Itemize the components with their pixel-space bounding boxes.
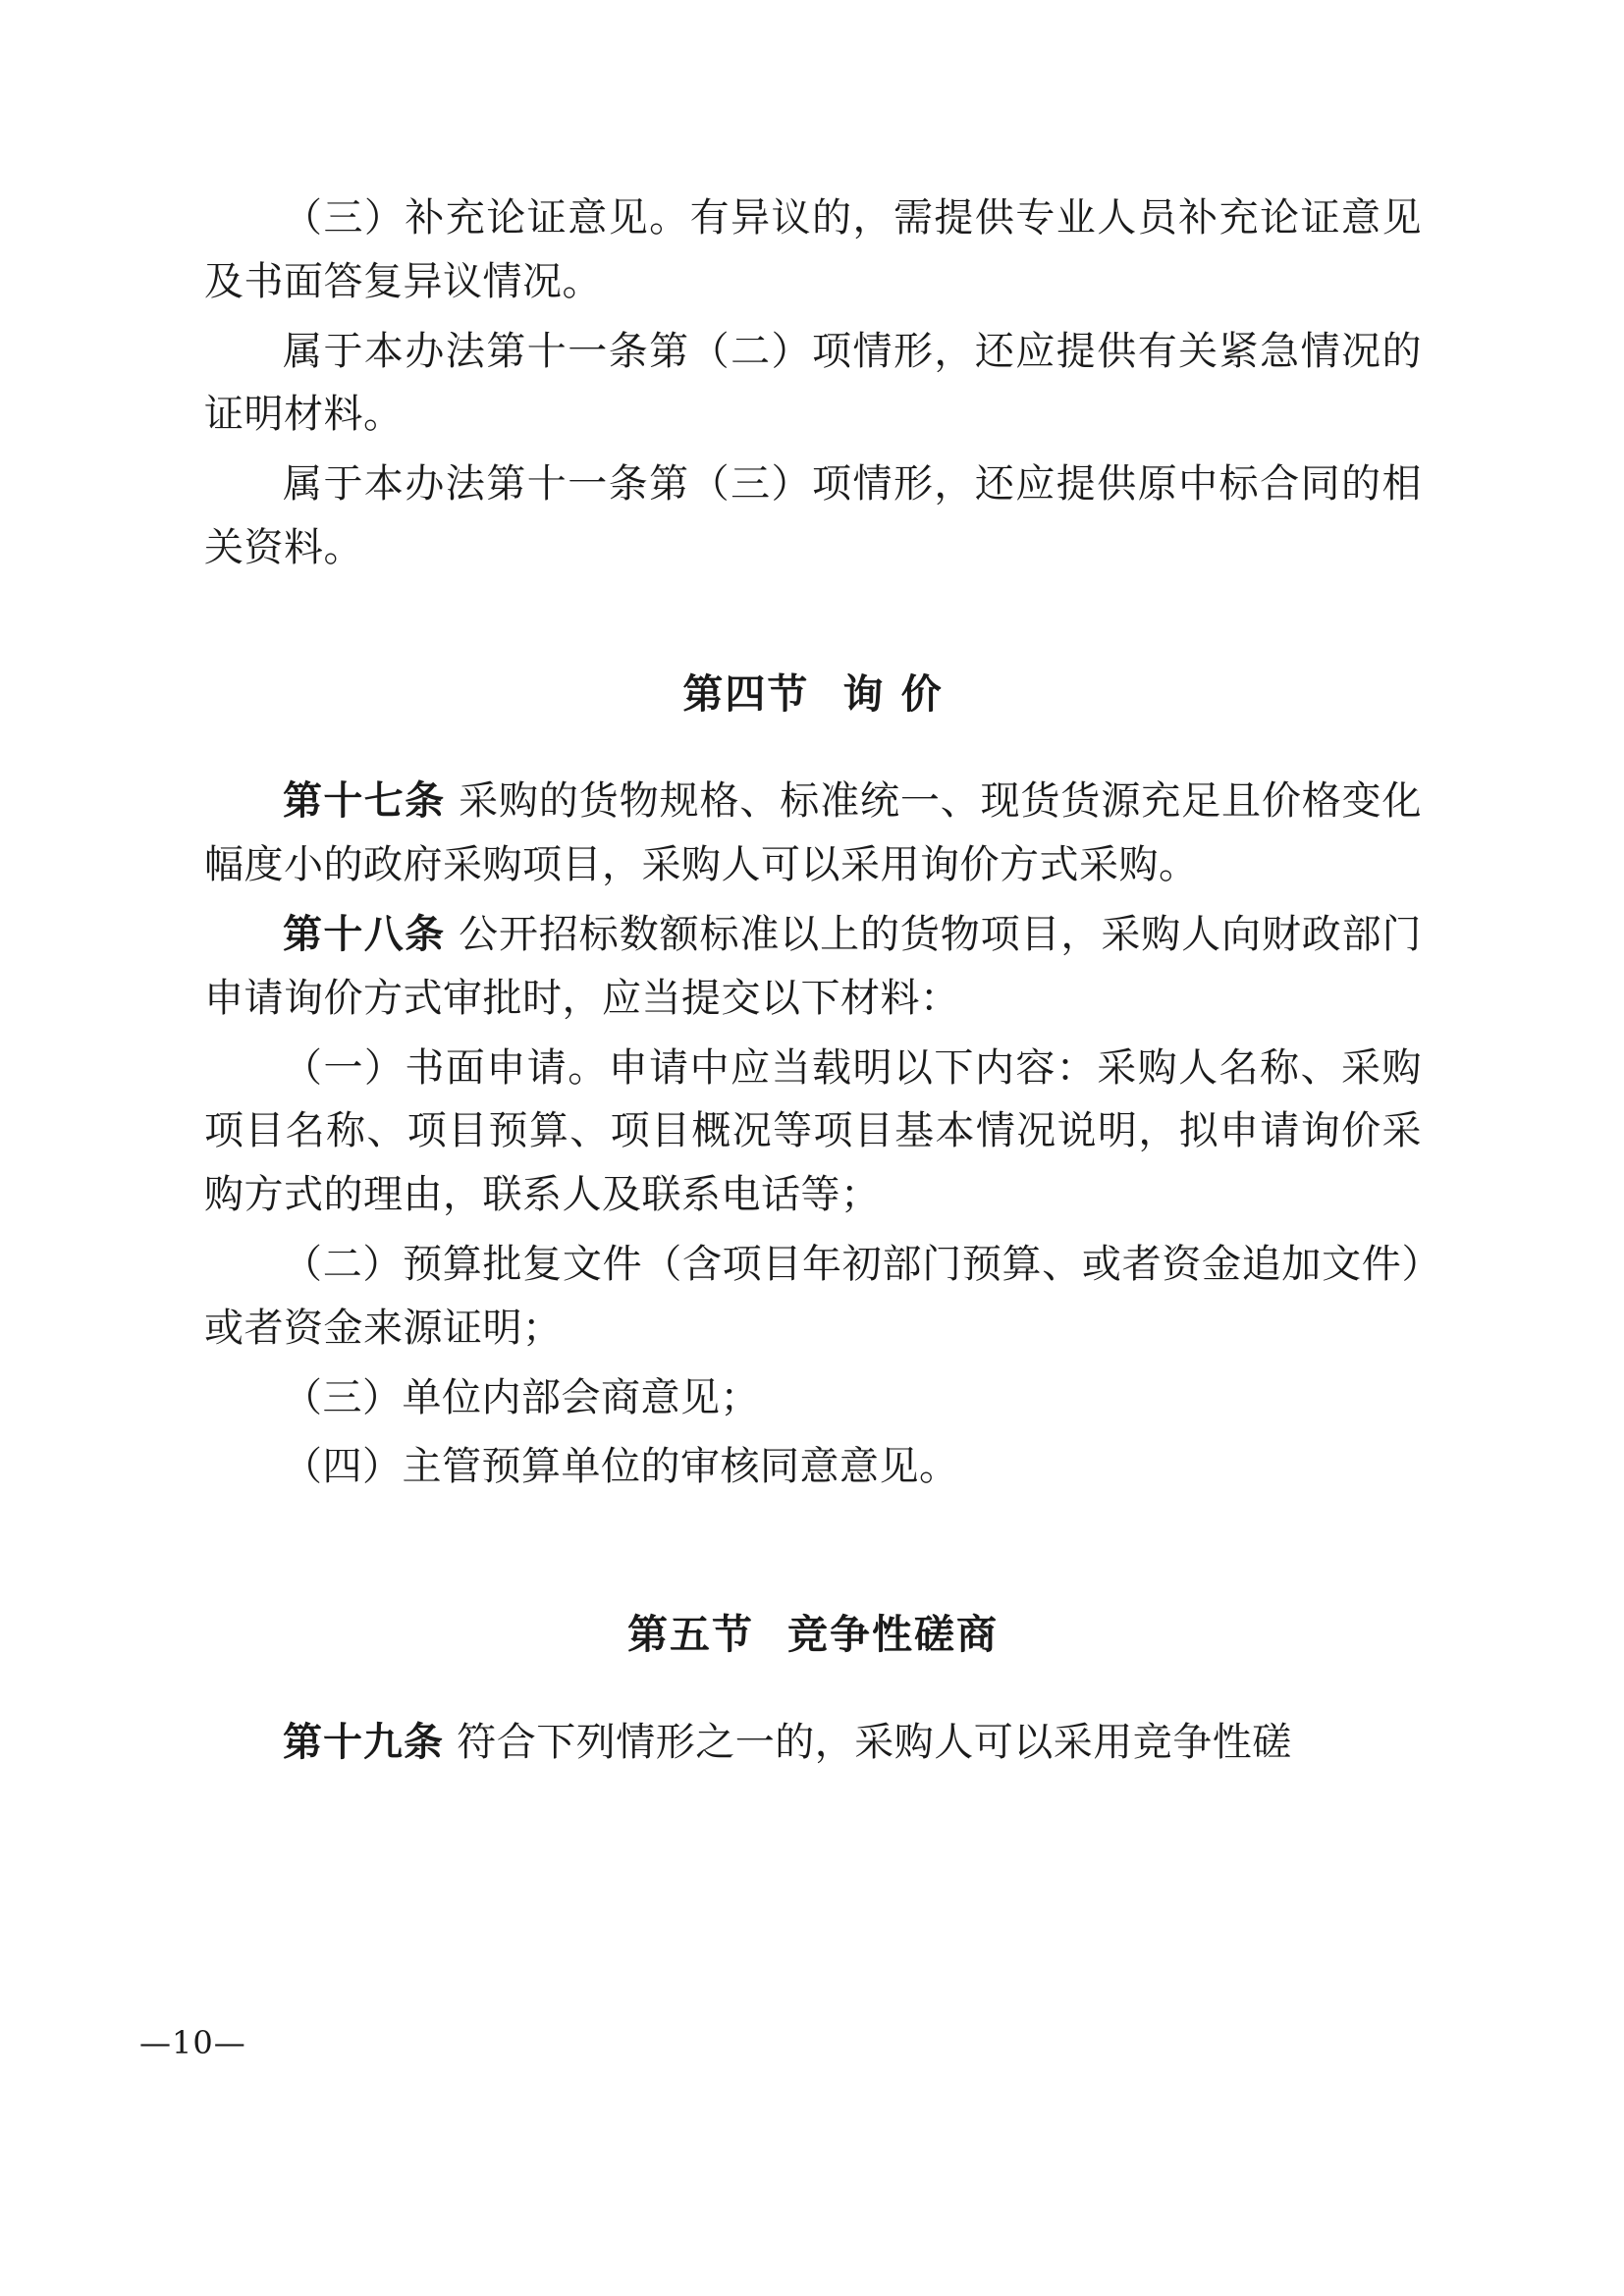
paragraph-item-two: （二）预算批复文件（含项目年初部门预算、或者资金追加文件）或者资金来源证明； <box>204 1241 1422 1351</box>
paragraph-supplementary-argument: （三）补充论证意见。有异议的，需提供专业人员补充论证意见及书面答复异议情况。 <box>204 195 1422 304</box>
section-four-prefix: 第四节 <box>682 669 810 718</box>
article-seventeen-label: 第十七条 <box>283 777 446 825</box>
section-heading-four <box>204 663 1422 727</box>
spacer-after-section-four <box>204 726 1422 770</box>
article-seventeen <box>204 770 1422 897</box>
article-eighteen <box>204 903 1422 1031</box>
paragraph-article11-item3: 属于本办法第十一条第（三）项情形，还应提供原中标合同的相关资料。 <box>204 461 1422 570</box>
spacer-after-section-five <box>204 1668 1422 1711</box>
section-five-prefix: 第五节 <box>627 1611 754 1659</box>
section-four-title: 询 价 <box>842 669 944 718</box>
spacer-before-section-four <box>204 586 1422 663</box>
paragraph-item-three: （三）单位内部会商意见； <box>283 1374 760 1420</box>
article-nineteen <box>204 1711 1422 1775</box>
page-number: —10— <box>139 2024 246 2061</box>
paragraph-item-four: （四）主管预算单位的审核同意意见。 <box>283 1444 959 1490</box>
paragraph-item-one: （一）书面申请。申请中应当载明以下内容：采购人名称、采购项目名称、项目预算、项目概况等项目基本情况说明，拟申请询价采购方式的理由，联系人及联系电话等； <box>204 1044 1422 1218</box>
article-eighteen-text: 公开招标数额标准以上的货物项目，采购人向财政部门申请询价方式审批时，应当提交以下材料： <box>204 911 1423 1021</box>
article-eighteen-label: 第十八条 <box>283 910 446 957</box>
article-seventeen-text: 采购的货物规格、标准统一、现货货源充足且价格变化幅度小的政府采购项目，采购人可以采用询价方式采购。 <box>204 778 1423 888</box>
page-content <box>204 187 1422 1781</box>
article-nineteen-text: 符合下列情形之一的，采购人可以采用竞争性磋 <box>457 1719 1292 1765</box>
paragraph-article11-item2: 属于本办法第十一条第（二）项情形，还应提供有关紧急情况的证明材料。 <box>204 328 1422 438</box>
article-nineteen-label: 第十九条 <box>283 1718 444 1765</box>
section-five-title: 竞争性磋商 <box>787 1611 999 1659</box>
spacer-before-section-five <box>204 1505 1422 1603</box>
section-heading-five <box>204 1603 1422 1668</box>
